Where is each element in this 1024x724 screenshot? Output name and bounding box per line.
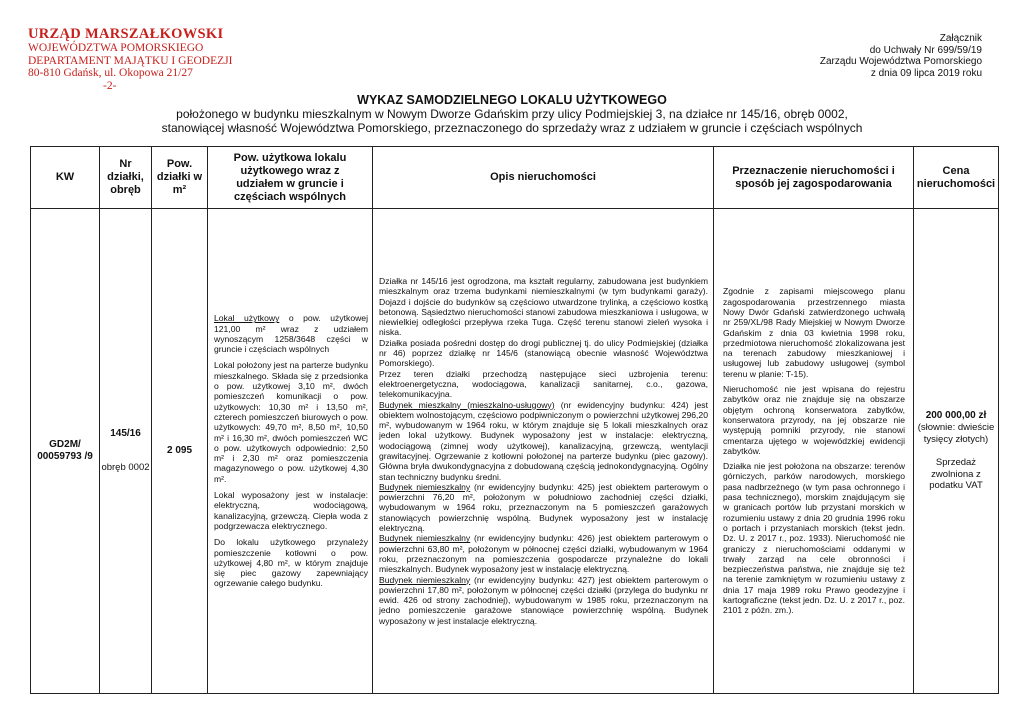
description-plot-text: Działka nr 145/16 jest ogrodzona, ma kształt regularny, zabudowana jest budynkiem mieszkalnym oraz trzema budynkami niemieszkalnymi (w tym budynkami garaży). Dojazd i dojście do budynków są częściowo utwardzone trylinką, a częściowo kostką betonową. Sąsiedztwo nieruchomości stanowi zabudowa mieszkaniowa i usługowa, w niewielkiej odległości przepływa rzeka Tuga. Część terenu stanowi zieleń wysoka i niska. (379, 275, 708, 338)
stamp-line-department: DEPARTAMENT MAJĄTKU I GEODEZJI (28, 54, 233, 67)
building-427-text: (nr ewidencyjny budynku: 427) jest obiektem parterowym o powierzchni 17,80 m², położonym w północnej części działki (przylega do budynku nr ewid. 426 od strony zachodniej), wybudowanym w 1985 roku, przeznaczonym na jedno pomieszczenie garażowe stanowiące powierzchnię wspólną. Budynek wyposażony w jest instalacje elektryczną. (379, 574, 708, 626)
document-title: WYKAZ SAMODZIELNEGO LOKALU UŻYTKOWEGO (357, 93, 667, 107)
cell-kw (31, 209, 100, 694)
purpose-heritage-text: Nieruchomość nie jest wpisana do rejestru zabytków oraz nie znajduje się na obszarze objętym ochroną konserwatora zabytków, konserwatora przyrody, na jej obszarze nie występują pomniki przyrody, nie stanowi cmentarza ujętego w wojewódzkiej ewidencji zabytków. (723, 384, 905, 456)
precinct-value: obręb 0002 (101, 462, 150, 473)
property-table (30, 146, 999, 694)
usable-boiler-text: Do lokalu użytkowego przynależy pomieszczenie kotłowni o pow. użytkowej 4,80 m², w którym znajduje się piec gazowy zapewniający ogrzewanie całego budynku. (214, 537, 368, 589)
description-access-text: Działka posiada pośredni dostęp do drogi publicznej tj. do ulicy Podmiejskiej (działka nr 46) poprzez działkę nr 145/6 (stanowiącą obecnie własność Województwa Pomorskiego). (379, 337, 708, 369)
price-amount: 200 000,00 zł (925, 410, 987, 422)
building-424-text: (nr ewidencyjny budynku: 424) jest obiektem wolnostojącym, częściowo podpiwniczonym o powierzchni użytkowej 296,20 m², wybudowanym w 1964 roku, w którym znajduje się 5 lokali mieszkalnych oraz jeden lokal użytkowy. Budynek wyposażony jest w instalacje: elektryczną, wodociągową (zimnej wody użytkowej), kanalizacyjną, grzewczą, wentylacji grawitacyjnej. Ogrzewanie z kotłowni położonej na parterze budynku (piec gazowy). Główna bryła dwukondygnacyjna z dobudowaną częścią jednokondygnacyjną. Ogólny stan techniczny budynku średni. (379, 399, 708, 482)
purpose-restrictions-text: Działka nie jest położona na obszarze: terenów górniczych, parków narodowych, morskiego pasa nadbrzeżnego (w tym pasa ochronnego i pasa technicznego), morskim znajdującym się w granicach portów lub przystani morskich w rozumieniu ustawy z dnia 20 grudnia 1996 roku o portach i przystaniach morskich (tekst jedn. Dz. U. z 2017 r., poz. 1933). Nieruchomość nie graniczy z nieruchomościami oddanymi w trwały zarząd na cele obronności i bezpieczeństwa państwa, nie znajduje się też na terenie zamkniętym w rozumieniu ustawy z dnia 17 maja 1989 roku Prawo geodezyjne i kartograficzne (tekst jedn. Dz. U. z 2017 r., poz. 2101 z późn. zm.). (723, 461, 905, 616)
usable-share-text: o pow. użytkowej 121,00 m² wraz z udziałem wynoszącym 1258/3648 części w gruncie i częściach wspólnych (214, 313, 368, 355)
stamp-line-voivodeship: WOJEWÓDZTWA POMORSKIEGO (28, 42, 204, 54)
plot-number-value: 145/16 (110, 428, 141, 439)
kw-value: GD2M/ 00059793 /9 (37, 439, 93, 462)
building-425-label: Budynek niemieszkalny (379, 481, 471, 492)
header-plot-number: Nr działki, obręb (100, 147, 152, 209)
cell-plot-area (152, 209, 208, 694)
header-purpose: Przeznaczenie nieruchomości i sposób jej zagospodarowania (714, 147, 914, 209)
annex-line-2: do Uchwały Nr 699/59/19 (869, 44, 982, 56)
price-words: (słownie: dwieście tysięcy złotych) (917, 422, 995, 445)
table-row (31, 209, 999, 694)
header-description: Opis nieruchomości (373, 147, 714, 209)
usable-rooms-text: Lokal położony jest na parterze budynku mieszkalnego. Składa się z przedsionka o pow. użytkowej 3,10 m², dwóch pomieszczeń komunikacji o pow. użytkowych: 10,30 m² i 13,50 m², czterech pomieszczeń biurowych o pow. użytkowych: 49,70 m², 8,50 m², 10,50 m² i 16,30 m², dwóch pomieszczeń WC o pow. użytkowych odpowiednio: 2,50 m² i 2,30 m² oraz pomieszczenia magazynowego o pow. użytkowej 4,30 m². (214, 360, 368, 484)
document-subtitle-1: położonego w budynku mieszkalnym w Nowym Dworze Gdańskim przy ulicy Podmiejskiej 3, na działce nr 145/16, obręb 0002, (176, 107, 848, 121)
usable-installations-text: Lokal wyposażony jest w instalacje: elektryczną, wodociągową, kanalizacyjną, grzewczą. Ciepła woda z podgrzewacza elektrycznego. (214, 490, 368, 531)
document-header (0, 93, 1024, 135)
stamp-line-number: -2- (103, 79, 117, 92)
usable-label: Lokal użytkowy (214, 313, 280, 324)
stamp-line-address: 80-810 Gdańsk, ul. Okopowa 21/27 (28, 67, 193, 79)
plot-area-value: 2 095 (166, 445, 193, 456)
table-header-row (31, 147, 999, 209)
document-subtitle-2: stanowiącej własność Województwa Pomorskiego, przeznaczonego do sprzedaży wraz z udziałem w gruncie i częściach wspólnych (161, 120, 863, 135)
annex-line-1: Załącznik (939, 33, 982, 44)
building-424-label: Budynek mieszkalny (mieszkalno-usługowy) (379, 399, 555, 410)
cell-usable-area (208, 209, 373, 694)
header-kw: KW (31, 147, 100, 209)
stamp-line-office: URZĄD MARSZAŁKOWSKI (28, 26, 224, 42)
cell-purpose (714, 209, 914, 694)
cell-description (373, 209, 714, 694)
building-427-label: Budynek niemieszkalny (379, 574, 471, 585)
office-stamp (28, 27, 233, 92)
annex-line-4: z dnia 09 lipca 2019 roku (870, 67, 982, 79)
cell-plot-number (100, 209, 152, 694)
annex-line-3: Zarządu Województwa Pomorskiego (819, 56, 982, 67)
annex-note (820, 33, 982, 79)
building-426-text: (nr ewidencyjny budynku: 426) jest obiektem parterowym o powierzchni 63,80 m², położonym w północnej części działki, wybudowanym w 1964 roku, przeznaczonym na pomieszczenia gospodarcze przynależne do lokali mieszkalnych. Budynek wyposażony jest w instalację elektryczną. (379, 533, 708, 575)
building-426-label: Budynek niemieszkalny (379, 533, 471, 544)
cell-price (914, 209, 999, 694)
description-utilities-text: Przez teren działki przechodzą następujące sieci uzbrojenia terenu: elektroenergetyczna, wodociągowa, kanalizacji sanitarnej, c.o., gazowa, telekomunikacyjna. (379, 368, 708, 400)
purpose-zoning-text: Zgodnie z zapisami miejscowego planu zagospodarowania przestrzennego miasta Nowy Dwór Gdański zatwierdzonego uchwałą nr 259/XL/98 Rady Miejskiej w Nowym Dworze Gdańskim z dnia 03 kwietnia 1998 roku, przedmiotowa nieruchomość zlokalizowana jest na terenach zabudowy mieszkaniowej i usługowej lub zabudowy usługowej (symbol terenu w planie: T-15). (723, 286, 905, 379)
header-usable-area: Pow. użytkowa lokalu użytkowego wraz z udziałem w gruncie i częściach wspólnych (208, 147, 373, 209)
building-425-text: (nr ewidencyjny budynku: 425) jest obiektem parterowym o powierzchni 76,20 m², położonym w południowo zachodniej części działki, wybudowanym w 1964 roku, przeznaczonym na 5 pomieszczeń garażowych stanowiących powierzchnię wspólną. Budynek wyposażony jest w instalację elektryczną. (379, 481, 708, 534)
price-vat-note: Sprzedaż zwolniona z podatku VAT (929, 457, 983, 492)
header-plot-area: Pow. działki w m² (152, 147, 208, 209)
header-price: Cena nieruchomości (914, 147, 999, 209)
